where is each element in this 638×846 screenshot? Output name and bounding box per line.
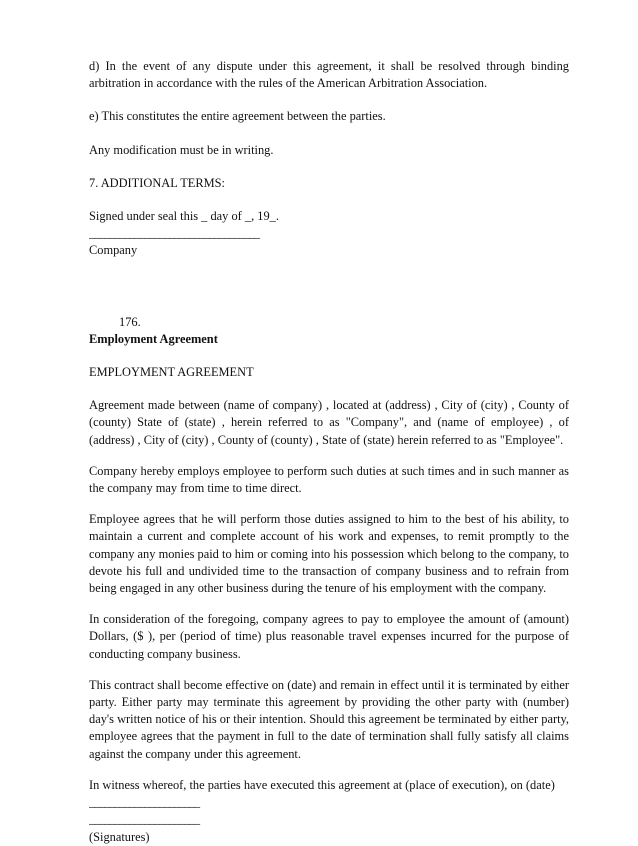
- signatures-label: (Signatures): [89, 829, 150, 844]
- signature-rule-2: ______________________: [89, 812, 199, 827]
- parties-paragraph: Agreement made between (name of company) , located at (address) , City of (city) , County of (county) State of (state) , herein referred to as "Company", and (name of employee) , of (address) , City of (city) , County of (county) , State of (state) herein referred to as "Employee".: [89, 398, 569, 447]
- modification-paragraph: Any modification must be in writing.: [89, 142, 274, 157]
- company-signature-rule: __________________________________: [89, 226, 259, 241]
- agreement-title: EMPLOYMENT AGREEMENT: [89, 365, 254, 380]
- employee-obligations-paragraph: Employee agrees that he will perform those duties assigned to him to the best of his ability, to maintain a current and complete account of his work and expenses, to remit promptly to the company any monies paid to him or coming into his possession which belong to the company, to devote his full and undivided time to the transaction of company business and to refrain from being engaged in any other business during the tenure of his employment with the company.: [89, 512, 569, 596]
- compensation-paragraph: In consideration of the foregoing, company agrees to pay to employee the amount of (amount) Dollars, ($ ), per (period of time) plus reasonable travel expenses incurred for the purpose of conducting company business.: [89, 612, 569, 661]
- witness-paragraph: In witness whereof, the parties have executed this agreement at (place of execution), on (date): [89, 777, 555, 792]
- clause-d-paragraph: d) In the event of any dispute under this agreement, it shall be resolved through binding arbitration in accordance with the rules of the American Arbitration Association.: [89, 59, 569, 91]
- duties-paragraph: Company hereby employs employee to perform such duties at such times and in such manner as the company may from time to time direct.: [89, 463, 569, 496]
- clause-e-paragraph: e) This constitutes the entire agreement between the parties.: [89, 109, 386, 124]
- section-7-heading: 7. ADDITIONAL TERMS:: [89, 175, 225, 190]
- company-label: Company: [89, 243, 138, 258]
- signature-rule-1: ______________________: [89, 795, 199, 810]
- signed-under-seal-line: Signed under seal this _ day of _, 19_.: [89, 209, 279, 224]
- document-page: [89, 58, 569, 846]
- form-heading: Employment Agreement: [89, 331, 218, 346]
- termination-paragraph: This contract shall become effective on (date) and remain in effect until it is terminated by either party. Either party may terminate this agreement by providing the other party with (number) day's written notice of his or their intention. Should this agreement be terminated by either party, employee agrees that the payment in full to the date of termination shall fully satisfy all claims against the company under this agreement.: [89, 677, 569, 761]
- form-number: 176.: [119, 314, 141, 329]
